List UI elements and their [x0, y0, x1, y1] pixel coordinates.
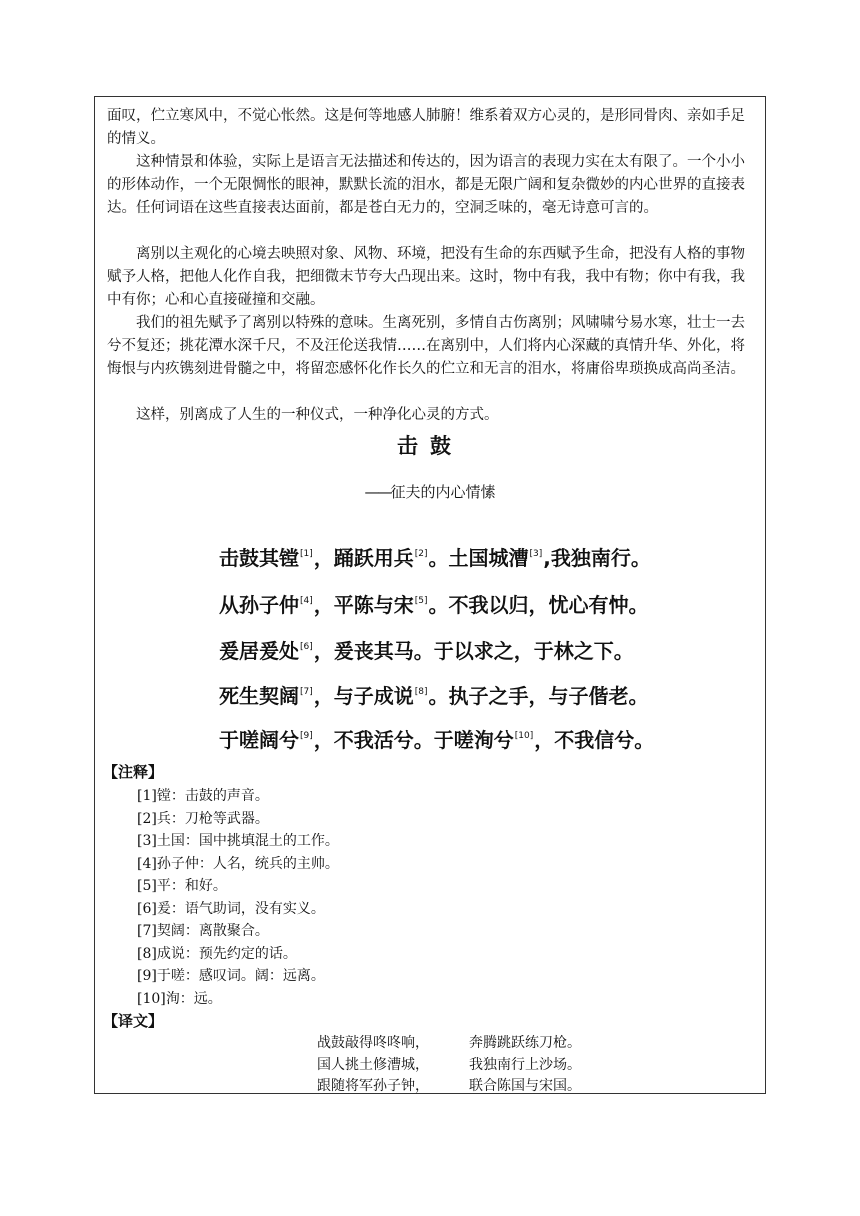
poem-line-2: [219, 588, 649, 618]
paragraph-4: 我们的祖先赋予了离别以特殊的意味。生离死别，多情自古伤离别；风啸啸兮易水寒，壮士一去兮不复还；挑花潭水深千尺，不及汪伦送我情……在离别中，人们将内心深藏的真情升华、外化，将悔恨与内疚镌刻进骨髓之中，将留恋感怀化作长久的伫立和无言的泪水，将庸俗卑琐换成高尚圣洁。: [107, 315, 745, 377]
note-item: [8]成说：预先约定的话。: [137, 946, 297, 962]
note-item: [4]孙子仲：人名，统兵的主帅。: [137, 856, 339, 872]
note-item: [10]洵：远。: [137, 991, 222, 1007]
poem-text: ，平陈与宋: [313, 593, 414, 617]
paragraph-3: 离别以主观化的心境去映照对象、风物、环境，把没有生命的东西赋予生命，把没有人格的事物赋予人格，把他人化作自我，把细微末节夸大凸现出来。这时，物中有我，我中有物；你中有我，我中有你；心和心直接碰撞和交融。: [107, 246, 745, 308]
poem-text: 爰居爰处: [219, 639, 299, 663]
note-ref: [5]: [414, 596, 428, 606]
translation-part: 跟随将军孙子钟，: [317, 1078, 429, 1094]
poem-line-4: [219, 679, 649, 709]
subtitle-text: 征夫的内心情愫: [390, 483, 496, 501]
translation-part: 国人挑土修漕城，: [317, 1057, 429, 1073]
poem-text: 。不我以归，忧心有忡。: [428, 593, 649, 617]
note-ref: [10]: [514, 731, 534, 741]
poem-text: 击鼓其镗: [219, 546, 299, 570]
paragraph-5: 这样，别离成了人生的一种仪式，一种净化心灵的方式。: [136, 407, 499, 423]
translation-heading: 【译文】: [103, 1012, 164, 1030]
note-item: [5]平：和好。: [137, 878, 227, 894]
translation-line: [317, 1075, 581, 1095]
poem-title: 击鼓: [397, 434, 463, 458]
subtitle-dash: ——: [364, 483, 391, 501]
note-ref: [4]: [300, 596, 313, 606]
note-item: [6]爰：语气助词，没有实义。: [137, 901, 325, 917]
paragraph-2: 这种情景和体验，实际上是语言无法描述和传达的，因为语言的表现力实在太有限了。一个小小的形体动作，一个无限惆怅的眼神，默默长流的泪水，都是无限广阔和复杂微妙的内心世界的直接表达。任何词语在这些直接表达面前，都是苍白无力的，空洞乏味的，毫无诗意可言的。: [107, 154, 745, 216]
document-frame: [94, 96, 766, 1094]
poem-text: 。土国城漕: [428, 546, 529, 570]
poem-text: ，不我信兮。: [534, 728, 655, 752]
poem-line-5: [219, 723, 654, 753]
poem-text: ，爰丧其马。于以求之，于林之下。: [313, 639, 634, 663]
poem-text: ，踊跃用兵: [313, 546, 414, 570]
translation-part: 奔腾跳跃练刀枪。: [469, 1035, 581, 1051]
note-ref: [2]: [414, 549, 428, 559]
poem-text: ，不我活兮。于嗟洵兮: [313, 728, 514, 752]
note-ref: [1]: [300, 549, 313, 559]
note-item: [2]兵：刀枪等武器。: [137, 811, 269, 827]
poem-text: 死生契阔: [219, 684, 299, 708]
poem-text: ,我独南行。: [543, 546, 651, 570]
poem-line-3: [219, 634, 634, 664]
poem-text: 于嗟阔兮: [219, 728, 299, 752]
poem-text: 从孙子仲: [219, 593, 299, 617]
note-ref: [3]: [529, 549, 543, 559]
poem-text: 。执子之手，与子偕老。: [428, 684, 649, 708]
translation-line: [317, 1032, 581, 1052]
note-item: [7]契阔：离散聚合。: [137, 923, 269, 939]
note-item: [9]于嗟：感叹词。阔：远离。: [137, 968, 325, 984]
translation-line: [317, 1054, 581, 1074]
note-ref: [7]: [300, 687, 313, 697]
poem-subtitle: [95, 481, 765, 502]
paragraph-1: 面叹，伫立寒风中，不觉心怅然。这是何等地感人肺腑！维系着双方心灵的，是形同骨肉、亲如手足的情义。: [107, 108, 745, 147]
note-ref: [6]: [300, 642, 313, 652]
poem-text: ，与子成说: [313, 684, 414, 708]
note-ref: [9]: [300, 731, 313, 741]
poem-line-1: [219, 541, 651, 571]
note-item: [3]土国：国中挑填混土的工作。: [137, 833, 339, 849]
translation-part: 联合陈国与宋国。: [469, 1078, 581, 1094]
notes-heading: 【注释】: [103, 763, 164, 781]
translation-part: 我独南行上沙场。: [469, 1057, 581, 1073]
note-ref: [8]: [414, 687, 428, 697]
note-item: [1]镗：击鼓的声音。: [137, 788, 269, 804]
translation-part: 战鼓敲得咚咚响，: [317, 1035, 429, 1051]
